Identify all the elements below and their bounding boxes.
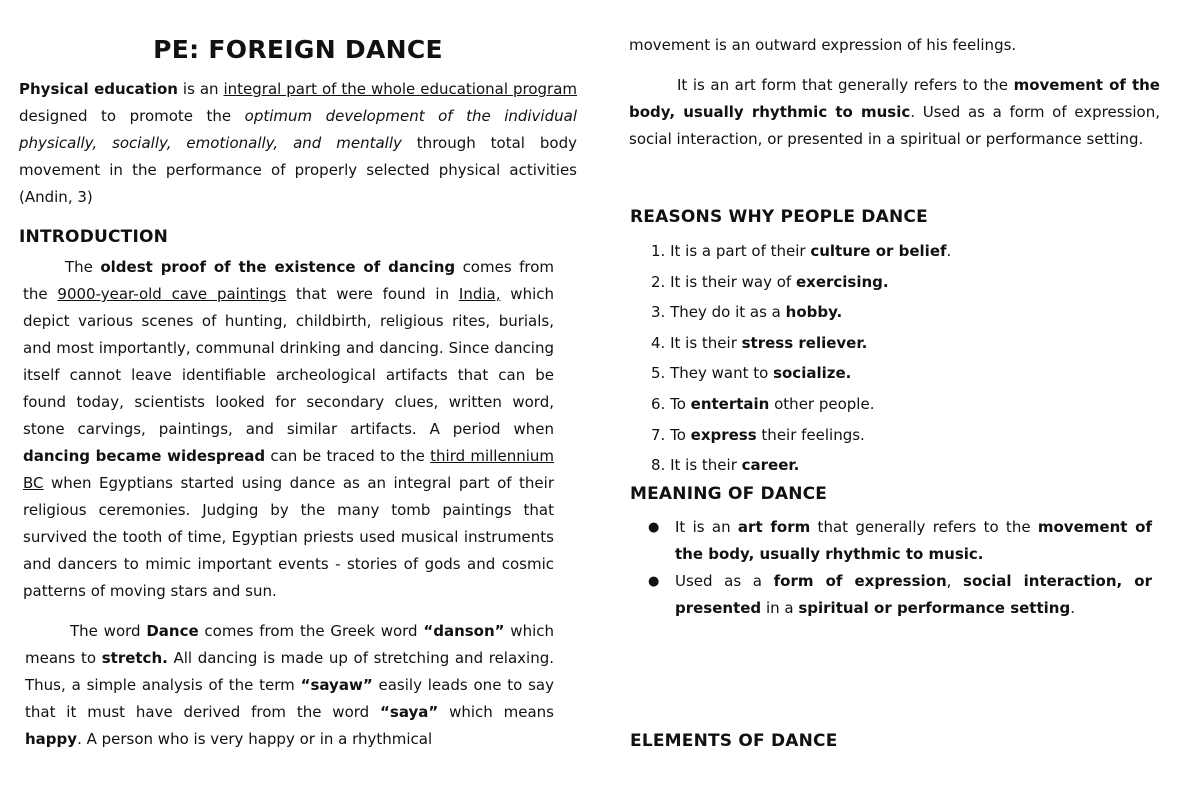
list-item: 6. To entertain other people. [651,394,875,413]
list-item: 1. It is a part of their culture or belief. [651,242,952,260]
list-item: 7. To express their feelings. [651,425,865,444]
elements-heading: ELEMENTS OF DANCE [630,731,838,751]
italic-phrase: optimum development of the individual physically, socially, emotionally, and mentally [19,107,577,152]
reasons-heading: REASONS WHY PEOPLE DANCE [630,207,928,227]
meaning-list [648,514,1152,622]
meaning-heading: MEANING OF DANCE [630,484,828,504]
bullet-icon: ● [648,574,660,589]
list-item: 4. It is their stress reliever. [651,333,868,352]
page-title: PE: FOREIGN DANCE [153,35,443,64]
list-item: ● It is an art form that generally refers to the movement of the body, usually rhythmic to music. [648,514,1152,568]
underlined-phrase: integral part of the whole educational program [223,80,577,98]
list-item: ● Used as a form of expression, social interaction, or presented in a spiritual or performance setting. [648,568,1152,622]
introduction-paragraph-1: The oldest proof of the existence of dancing comes from the 9000-year-old cave paintings that were found in India, which depict various scenes of hunting, childbirth, religious rites, burials, and most importantly, communal drinking and dancing. Since dancing itself cannot leave identifiable archeological artifacts that can be found today, scientists looked for secondary clues, written word, stone carvings, paintings, and similar artifacts. A period when dancing became widespread can be traced to the third millennium BC when Egyptians started using dance as an integral part of their religious ceremonies. Judging by the many tomb paintings that survived the tooth of time, Egyptian priests used musical instruments and dancers to mimic important events - stories of gods and cosmic patterns of moving stars and sun. [23,258,554,600]
introduction-paragraph-2: The word Dance comes from the Greek word “danson” which means to stretch. All dancing is made up of stretching and relaxing. Thus, a simple analysis of the term “sayaw” easily leads one to say that it must have derived from the word “saya” which means happy. A person who is very happy or in a rhythmical [25,622,555,748]
list-item: 2. It is their way of exercising. [651,272,889,291]
list-item: 8. It is their career. [651,456,800,475]
definition-term: Physical education [19,80,178,98]
list-item: 3. They do it as a hobby. [651,303,843,322]
introduction-heading: INTRODUCTION [19,227,169,247]
bullet-icon: ● [648,520,660,535]
definition-paragraph: Physical education is an integral part of the whole educational program designed to promote the optimum development of the individual physically, socially, emotionally, and mentally through total body movement in the performance of properly selected physical activities (Andin, 3) [19,80,577,206]
continued-sentence: movement is an outward expression of his feelings. [629,36,1017,54]
art-form-paragraph: It is an art form that generally refers to the movement of the body, usually rhythmic to music. Used as a form of expression, social interaction, or presented in a spiritual or performance setting. [629,76,1161,148]
list-item: 5. They want to socialize. [651,364,852,383]
reasons-list [651,238,1161,483]
